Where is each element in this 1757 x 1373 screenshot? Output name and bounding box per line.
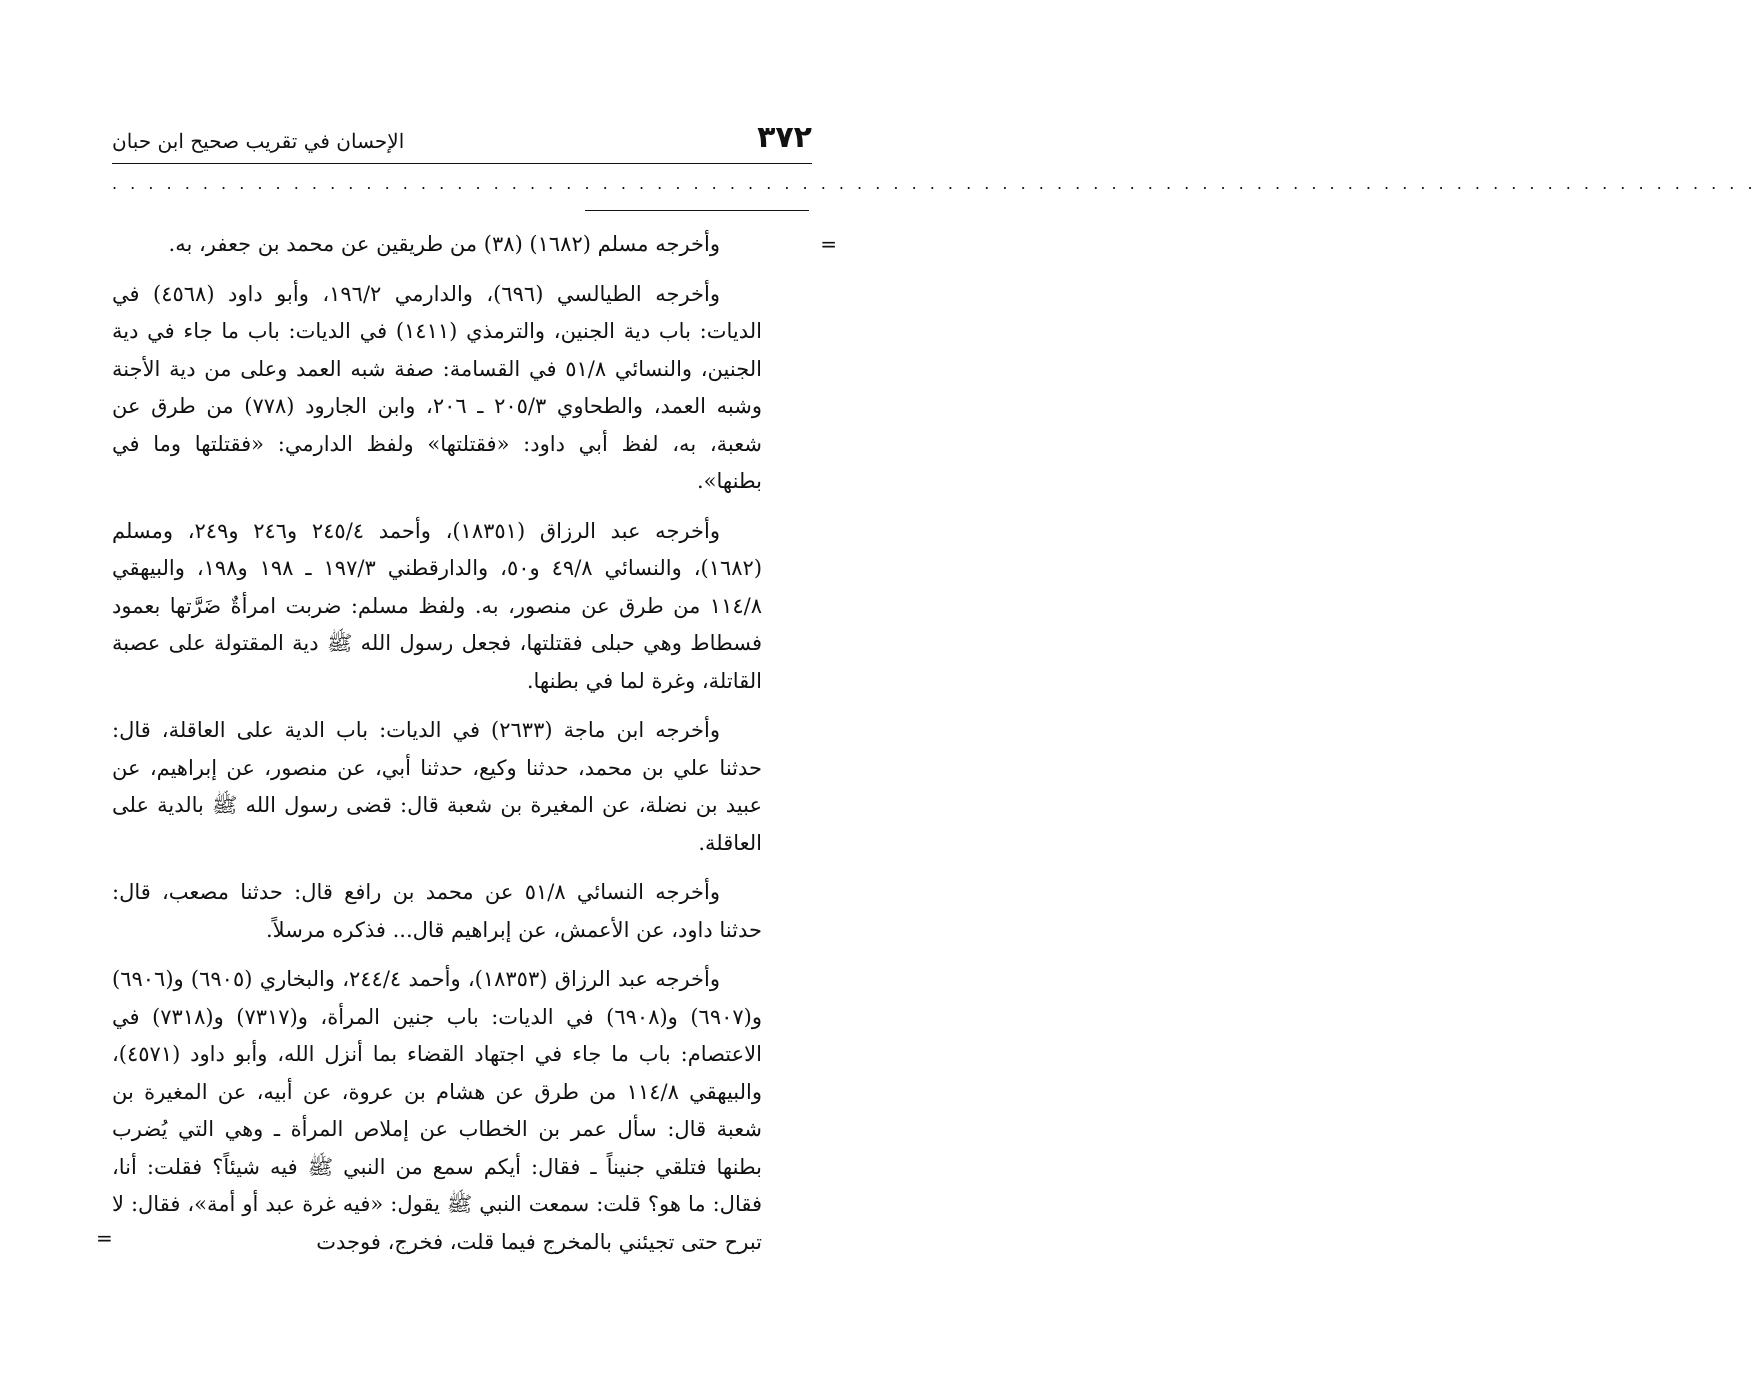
paragraph: وأخرجه الطيالسي (٦٩٦)، والدارمي ١٩٦/٢، وأبو داود (٤٥٦٨) في الديات: باب دية الجنين، والترمذي (١٤١١) في الديات: باب ما جاء في دية الجنين، والنسائي ٥١/٨ في القسامة: صفة شبه العمد وعلى من دية الأجنة وشبه العمد، والطحاوي ٢٠٥/٣ ـ ٢٠٦، وابن الجارود (٧٧٨) من طرق عن شعبة، به، لفظ أبي داود: «فقتلتها» ولفظ الدارمي: «فقتلتها وما في بطنها». (112, 281, 762, 493)
paragraph: وأخرجه مسلم (١٦٨٢) (٣٨) من طريقين عن محمد بن جعفر، به. (168, 232, 720, 256)
running-title: الإحسان في تقريب صحيح ابن حبان (112, 129, 405, 153)
paragraph: وأخرجه ابن ماجة (٢٦٣٣) في الديات: باب الدية على العاقلة، قال: حدثنا علي بن محمد، حدثنا وكيع، حدثنا أبي، عن منصور، عن إبراهيم، عن عبيد بن نضلة، عن المغيرة بن شعبة قال: قضى رسول الله ﷺ بالدية على العاقلة. (112, 718, 762, 855)
paragraph: وأخرجه عبد الرزاق (١٨٣٥١)، وأحمد ٢٤٥/٤ و٢٤٦ و٢٤٩، ومسلم (١٦٨٢)، والنسائي ٤٩/٨ و٥٠، والدارقطني ١٩٧/٣ ـ ١٩٨ و١٩٨، والبيهقي ١١٤/٨ من طرق عن منصور، به. ولفظ مسلم: ضربت امرأةٌ ضَرَّتها بعمود فسطاط وهي حبلى فقتلتها، فجعل رسول الله ﷺ دية المقتولة على عصبة القاتلة، وغرة لما في بطنها. (112, 518, 763, 693)
header-rule (112, 163, 812, 164)
page-header (112, 118, 812, 168)
footnote-rule (585, 210, 809, 211)
page-number: ٣٧٢ (757, 120, 812, 155)
paragraph: وأخرجه النسائي ٥١/٨ عن محمد بن رافع قال: حدثنا مصعب، قال: حدثنا داود، عن الأعمش، عن إبراهيم قال... فذكره مرسلاً. (112, 880, 762, 942)
footnote-text (112, 226, 762, 1273)
continuation-mark-bottom: = (96, 1226, 113, 1250)
dotted-separator: . . . . . . . . . . . . . . . . . . . . . . . . . . . . . . . . . . . . . . . . . . . . . . . . . . . . . . . . . . . . . . . . . . . . . . . . . . . . . . . . . . . . . . . . . . . (112, 174, 1757, 193)
continuation-mark-top: = (820, 232, 837, 256)
paragraph: وأخرجه عبد الرزاق (١٨٣٥٣)، وأحمد ٢٤٤/٤، والبخاري (٦٩٠٥) و(٦٩٠٦) و(٦٩٠٧) و(٦٩٠٨) في الديات: باب جنين المرأة، و(٧٣١٧) و(٧٣١٨) في الاعتصام: باب ما جاء في اجتهاد القضاء بما أنزل الله، وأبو داود (٤٥٧١)، والبيهقي ١١٤/٨ من طرق عن هشام بن عروة، عن أبيه، عن المغيرة بن شعبة قال: سأل عمر بن الخطاب عن إملاص المرأة ـ وهي التي يُضرب بطنها فتلقي جنيناً ـ فقال: أيكم سمع من النبي ﷺ فيه شيئاً؟ فقلت: أنا، فقال: ما هو؟ قلت: سمعت النبي ﷺ يقول: «فيه غرة عبد أو أمة»، فقال: لا تبرح حتى تجيئني بالمخرج فيما قلت، فخرج، فوجدت (112, 967, 763, 1254)
